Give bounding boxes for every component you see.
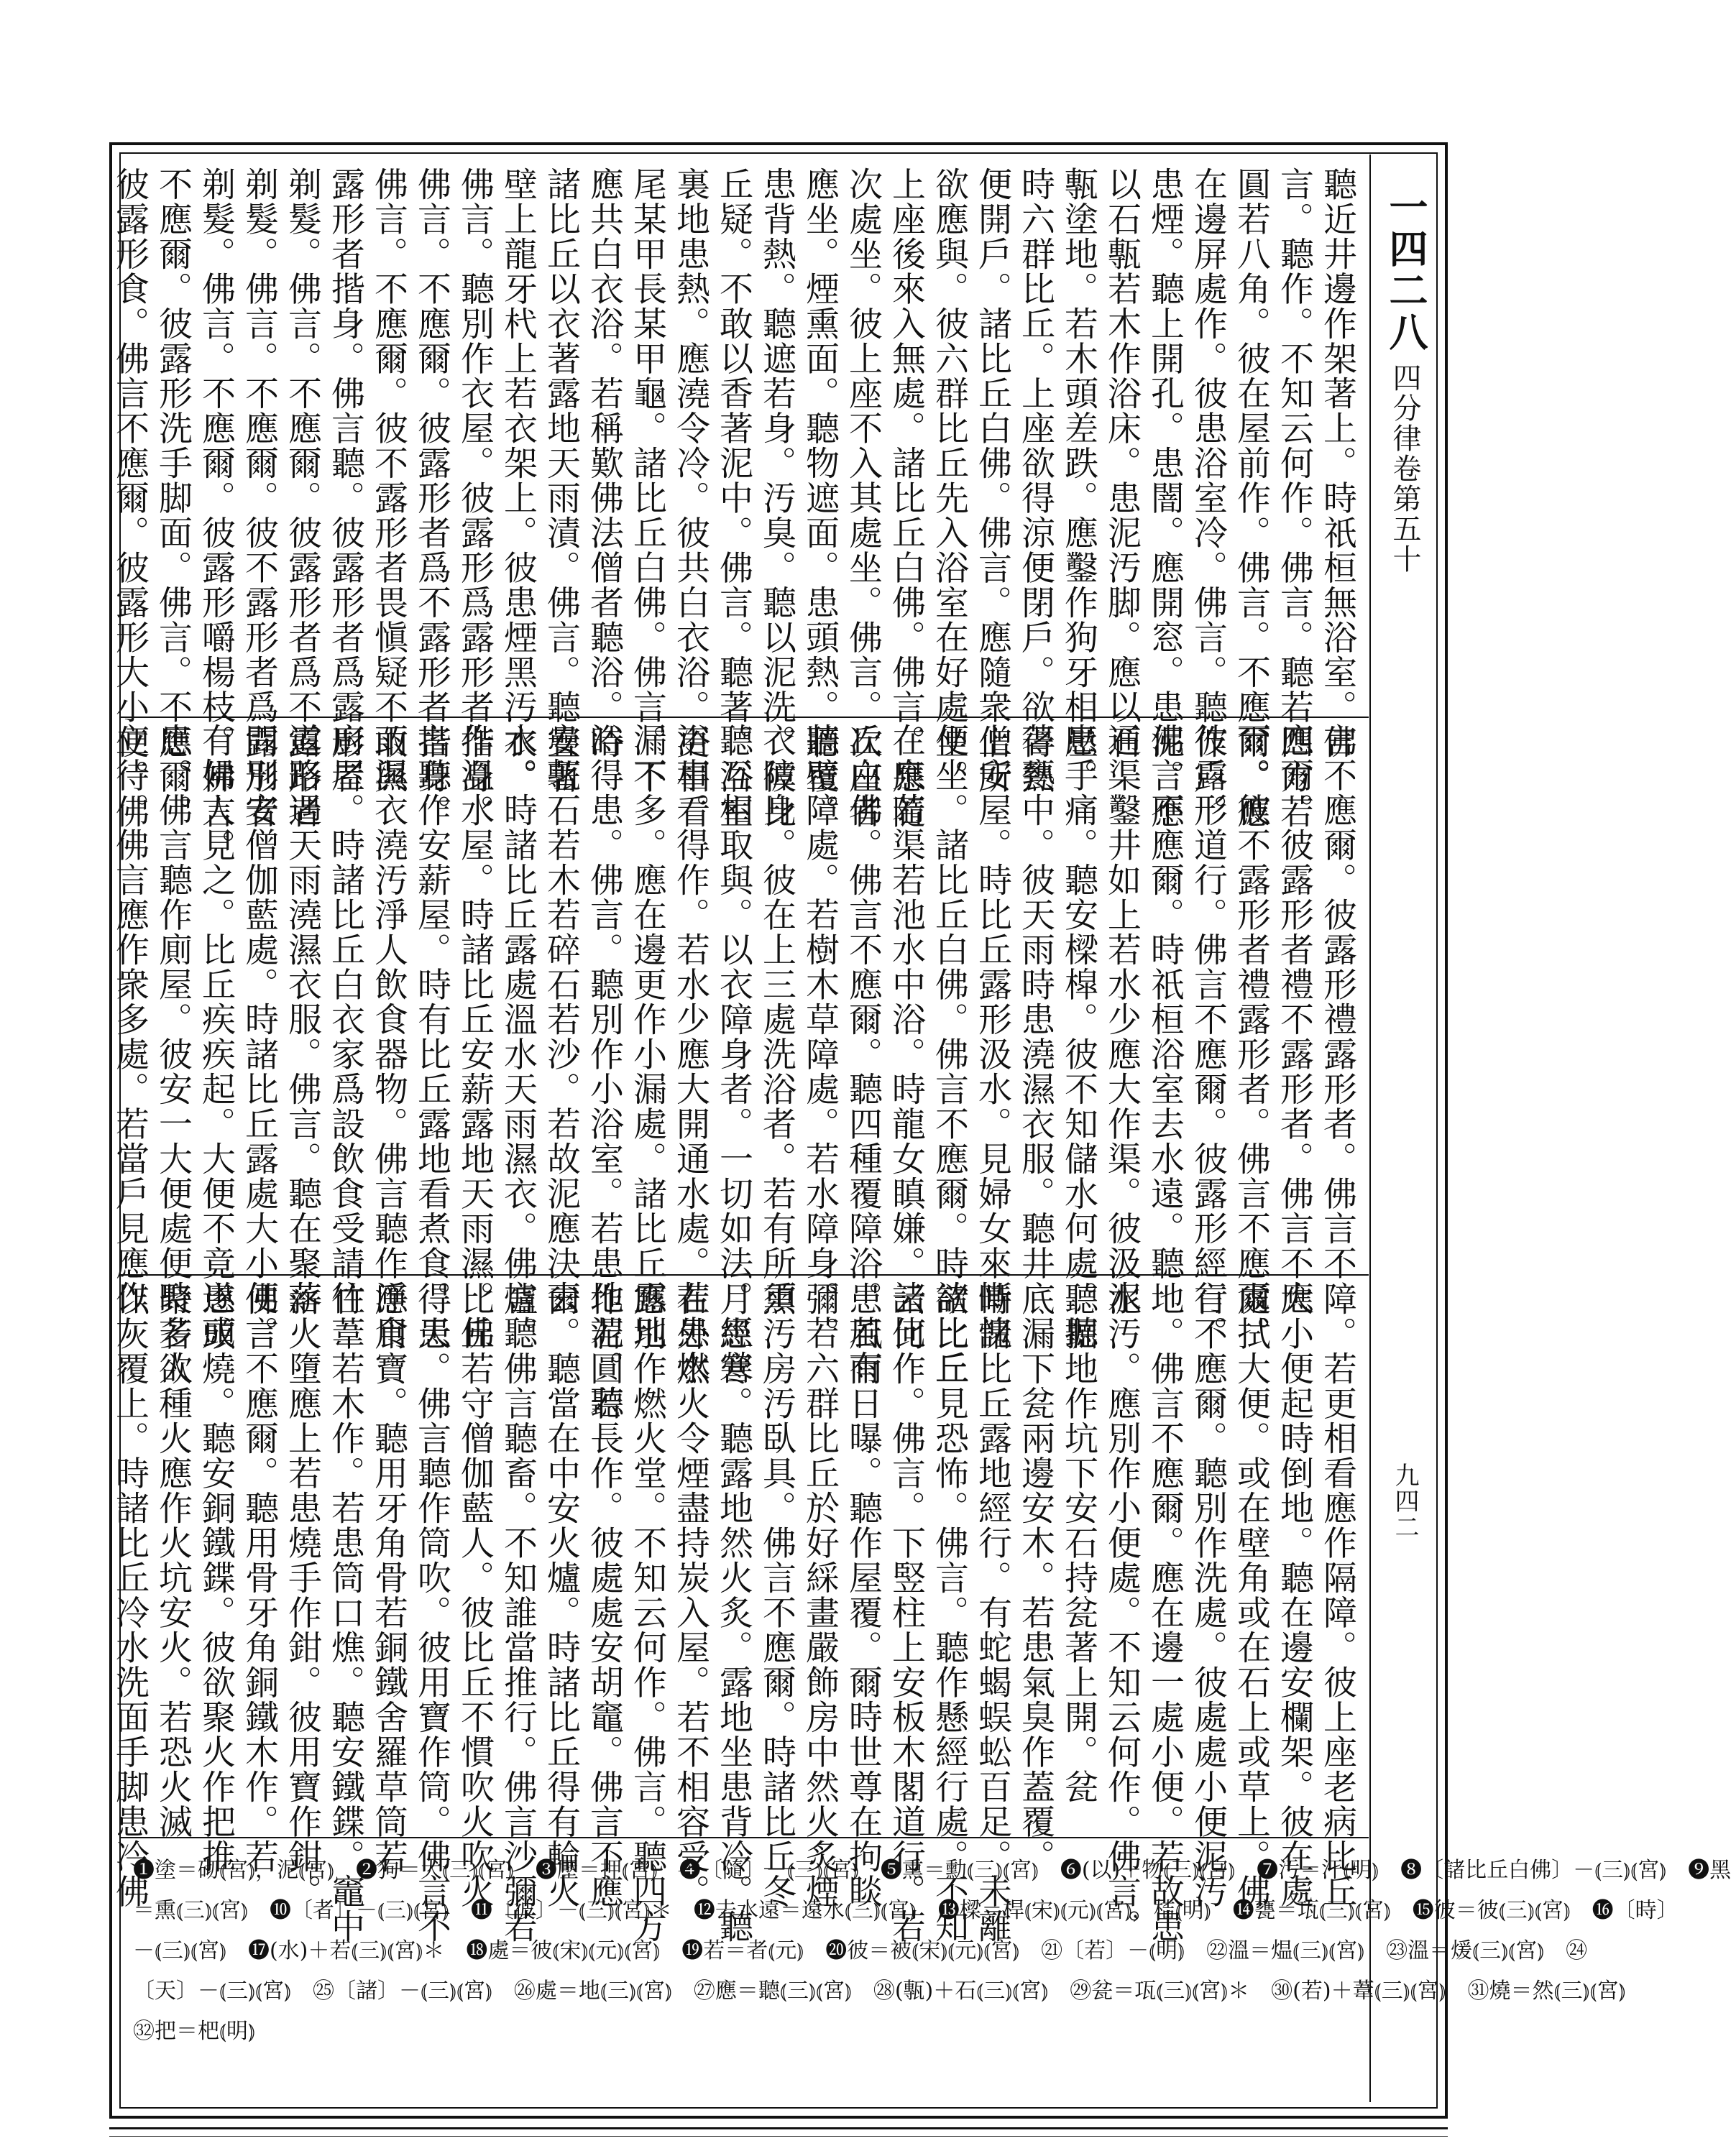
text-column: 丘白佛。佛言不應爾。聽四種覆障浴。若有 — [843, 723, 883, 1386]
text-column: 在邊屏處作。彼患浴室冷。佛言。聽作戶。 — [1188, 167, 1228, 829]
text-column: 佛言。不應爾。彼露形者爲不露形者揩身。 — [412, 167, 451, 829]
text-column: 裏地患熱。應澆令冷。彼共白衣浴。更相看 — [671, 167, 710, 829]
text-column: 作溫水屋。時諸比丘安薪露地天雨濕。佛 — [455, 723, 495, 1350]
register-divider — [121, 1274, 1369, 1276]
text-column: 牆壁障處。若樹木草障處。若水障身。若 — [800, 723, 840, 1350]
text-column: 患手痛。聽安樑槹。彼不知儲水何處。聽 — [1059, 723, 1098, 1350]
text-column: 彼露形道行。佛言不應爾。彼露形經行。 — [1188, 723, 1228, 1350]
text-column: 處拭大便。或在壁角或在石上或草上。佛 — [1231, 1281, 1271, 1909]
note-line: ＝熏⦅三⦆⦅宮⦆ ❿〔者〕－⦅三⦆⦅宮⦆ ⓫〔彼〕－⦅三⦆⦅宮⦆＊ ⓬去水遠＝遠水⦅三⦆⦅宮⦆ ⓭樑＝桿⦅宋⦆⦅元⦆⦅宮⦆，桔⦅明⦆ ⓮甕＝瓨⦅三⦆⦅宮⦆ ⓯彼＝彼⦅三⦆⦅宮⦆ ⓰〔時〕 — [133, 1898, 1679, 1923]
text-column: 熏汚房汚臥具。佛言不應爾。時諸比丘冬 — [757, 1281, 796, 1909]
text-column: 以石甎若木作浴床。患泥汚脚。應以石 — [1102, 167, 1142, 760]
text-column: 言不應爾。彼露形禮露形者。佛言不 — [1318, 723, 1357, 1281]
text-column: 泥汚。應別作小便處。不知云何作。佛言。 — [1102, 1281, 1142, 1944]
text-column: 比丘若守僧伽藍人。彼比丘不慣吹火吹火 — [455, 1281, 495, 1909]
text-column: 有婦人見之。比丘疾疾起。大便不竟遂成 — [196, 723, 236, 1350]
note-line: －⦅三⦆⦅宮⦆ ⓱(水)＋若⦅三⦆⦅宮⦆＊ ⓲處＝彼⦅宋⦆⦅元⦆⦅宮⦆ ⓳若＝者⦅元⦆ ⓴彼＝被⦅宋⦆⦅元⦆⦅宮⦆ ㉑〔若〕－⦅明⦆ ㉒溫＝煴⦅三⦆⦅宮⦆ ㉓溫＝煖⦅三⦆⦅宮⦆ ㉔ — [133, 1938, 1588, 1963]
text-column: 應爾。彼露形者禮不露形者。佛言不應 — [1275, 723, 1314, 1316]
text-column: 便坐。諸比丘白佛。佛言不應爾。時諸比丘 — [929, 723, 969, 1386]
register-divider — [121, 717, 1369, 718]
text-column: 底漏下瓫兩邊安木。若患氣臭作蓋覆。 — [1016, 1281, 1055, 1874]
text-column: 爐。佛言聽畜。不知誰當推行。佛言沙彌若 — [498, 1281, 538, 1944]
text-column: 佛言不應爾。聽用骨牙角銅鐵木作。若 — [239, 1281, 279, 1874]
text-column: 圓若八角。彼在屋前作。佛言。不應爾。應 — [1231, 167, 1271, 829]
text-column: 彌。六群比丘於好綵畫嚴飾房中然火炙煙 — [800, 1281, 840, 1909]
text-column: 佛言。不應爾。彼不露形者畏愼疑不敢與 — [369, 167, 408, 794]
text-column: 爾。彼不露形者禮露形者。佛言不應爾。 — [1231, 723, 1271, 1350]
text-column: 佛言。聽別作衣屋。彼露形爲露形者揩身。 — [455, 167, 495, 829]
text-column: 患風雨日曝。聽作屋覆。爾時世尊在拘睒 — [843, 1281, 883, 1909]
text-column: 剃髮。佛言。不應爾。彼不露形者爲露形者 — [239, 167, 279, 829]
text-column: 竹葦若木作。若患筒口燋。聽安鐵鍱。竈中 — [326, 1281, 365, 1944]
text-column: 便開戶。諸比丘白佛。佛言。應隨衆僧所 — [973, 167, 1012, 794]
text-column: 患頭燒。聽安銅鐵鍱。彼欲聚火作把推 — [196, 1281, 236, 1874]
text-column: 應用寶。聽用牙角骨若銅鐵舍羅草筒若 — [369, 1281, 408, 1874]
text-column: 尾某甲長某甲龜。諸比丘白佛。佛言。不 — [628, 167, 667, 794]
text-column: 在外燃火令煙盡持炭入屋。若不相容受。 — [671, 1281, 710, 1909]
text-column: 水。時諸比丘露處溫水天雨濕衣。佛言聽 — [498, 723, 538, 1350]
note-line: 〔天〕－⦅三⦆⦅宮⦆ ㉕〔諸〕－⦅三⦆⦅宮⦆ ㉖處＝地⦅三⦆⦅宮⦆ ㉗應＝聽⦅三⦆⦅宮⦆ ㉘(甎)＋石⦅三⦆⦅宮⦆ ㉙瓫＝瓨⦅三⦆⦅宮⦆＊ ㉚(若)＋葦⦅三⦆⦅宮⦆ ㉛燒＝然⦅三⦆⦅宮⦆ — [133, 1978, 1626, 2004]
text-column: 聚若欲種火應作火坑安火。若恐火滅 — [153, 1281, 193, 1839]
note-line: ❶塗＝砌⦅宮⦆，泥⦅宮⦆ ❷狗＝犬⦅三⦆⦅宮⦆ ❸壓＝押⦅宮⦆ ❹〔隨〕－⦅三⦆⦅宮⦆ ❺熏＝勳⦅三⦆⦅宮⦆ ❻(以)＋物⦅三⦆⦅宮⦆ ❼汚＝汗⦅明⦆ ❽〔諸比丘白佛〕－⦅三⦆⦅宮⦆ ❾黑 — [133, 1858, 1731, 1883]
text-column: 甎塗地。若木頭差跌。應鑿作狗牙相壓。 — [1059, 167, 1098, 794]
collation-notes — [133, 1851, 1731, 2099]
text-column: 衣障身。彼在上三處洗浴者。若有所須 — [757, 723, 796, 1316]
text-column: 障。若更相看應作隔障。彼上座老病比丘 — [1318, 1281, 1357, 1909]
text-column: 爾。聽當在中安火爐。時諸比丘得有輪火 — [541, 1281, 581, 1909]
chapter-title: 四分律卷第五十 — [1388, 363, 1421, 574]
text-column: 作若圓若長作。彼處處安胡竈。佛言不應 — [584, 1281, 624, 1909]
text-column: 彼露形食。佛言不應爾。彼露形大小便。佛 — [110, 167, 150, 829]
text-column: 欲比丘見恐怖。佛言。聽作懸經行處。不知 — [929, 1281, 969, 1944]
folio-number: 九四二 — [1390, 1462, 1419, 1540]
register-divider — [121, 1837, 1369, 1838]
text-column: 道路遇天雨澆濕衣服。佛言。聽在聚落 — [283, 723, 322, 1316]
text-column: 欲應與。彼六群比丘先入浴室在好處坐。 — [929, 167, 969, 794]
text-column: 浴得患。佛言。聽別作小浴室。若患地泥。聽 — [584, 723, 624, 1420]
text-column: 露形者揩身。佛言聽。彼露形者爲露形者 — [326, 167, 365, 794]
text-column: 言。聽作。不知云何作。佛言。聽若四方若 — [1275, 167, 1314, 829]
text-column: 著甕中。彼天雨時患澆濕衣服。聽井 — [1016, 723, 1055, 1281]
footer-rule-thin — [109, 2136, 1448, 2137]
text-column: 間別安僧伽藍處。時諸比丘露處大小便。 — [239, 723, 279, 1350]
text-column: 丘疑。不敢以香著泥中。佛言。聽著。浴室 — [714, 167, 753, 829]
text-column: 廚屋。時諸比丘白衣家爲設飲食受請往 — [326, 723, 365, 1316]
footer-rule — [109, 2127, 1448, 2129]
text-column: 患。佛言聽作廁屋。彼安一大便處便時多人 — [153, 723, 193, 1386]
text-column: 時六群比丘。上座欲得涼便閉戶。欲得熱 — [1016, 167, 1055, 794]
text-register-1 — [110, 167, 1359, 864]
text-column: 聽互相取與。以衣障身者。一切如法。經營 — [714, 723, 753, 1386]
text-column: 漏下多。應在邊更作小漏處。諸比丘露地 — [628, 723, 667, 1350]
text-column: 通渠鑿井如上若水少應大作渠。彼汲水 — [1102, 723, 1142, 1316]
text-column: 剃髮。佛言。不應爾。彼露形嚼楊枝。佛言。 — [196, 167, 236, 864]
text-column: 言聽作安薪屋。時有比丘露地看煮食。天 — [412, 723, 451, 1350]
text-column: 佛言不應爾。時祇桓浴室去水遠。聽 — [1145, 723, 1185, 1281]
note-line: ㉜把＝杷⦅明⦆ — [133, 2019, 255, 2044]
text-column: 以灰覆上。時諸比丘冷水洗面手脚患冷佛 — [110, 1281, 150, 1909]
text-column: 云何作。佛言。下竪柱上安板木閣道行。若 — [886, 1281, 926, 1944]
text-column: 安甎石若木若碎石若沙。若故泥應決去 — [541, 723, 581, 1316]
text-column: 上座後來入無處。諸比丘白佛。佛言。應隨 — [886, 167, 926, 829]
text-column: 浴事。得作。若水少應大開通水處。若患水 — [671, 723, 710, 1386]
text-register-2 — [110, 723, 1359, 1420]
text-column: 次處坐。彼上座不入其處坐。佛言。次座者 — [843, 167, 883, 829]
text-column: 月患寒。聽露地然火炙。露地坐患背冷。聽 — [714, 1281, 753, 1944]
text-column: 患背熱。聽遮若身。汚臭。聽以泥洗。彼比 — [757, 167, 796, 829]
text-column: 剃髮。佛言。不應爾。彼露形者爲不露形者 — [283, 167, 322, 829]
text-column: 聽掘地作坑下安石持瓫著上開。瓫 — [1059, 1281, 1098, 1805]
text-column: 患煙。聽上開孔。患闇。應開窓。患泥。應 — [1145, 167, 1185, 829]
text-column: 在泉若渠若池水中浴。時龍女瞋嫌。諸比 — [886, 723, 926, 1350]
text-column: 應別作燃火堂。不知云何作。佛言。聽四方 — [628, 1281, 667, 1944]
text-column: 薪火墮應上若患燒手作鉗。彼用寶作鉗。 — [283, 1281, 322, 1909]
text-column: 不應爾。彼露形洗手脚面。佛言。不應爾。 — [153, 167, 193, 829]
text-column: 地。佛言不應爾。應在邊一處小便。若故患 — [1145, 1281, 1185, 1944]
text-column: 時諸比丘露地經行。有蛇蝎蜈蚣百足。未離 — [973, 1281, 1012, 1944]
text-column: 大小便起時倒地。聽在邊安欄架。彼在處 — [1275, 1281, 1314, 1909]
text-column: 言不應爾。聽別作洗處。彼處處小便泥汚 — [1188, 1281, 1228, 1909]
text-column: 立待。佛言應作衆多處。若當戶見應作 — [110, 723, 150, 1316]
text-column: 得患。佛言聽作筒吹。彼用寶作筒。佛言不 — [412, 1281, 451, 1944]
text-column: 壁上龍牙杙上若衣架上。彼患煙黑汚衣。 — [498, 167, 538, 794]
text-column: 應坐。煙熏面。聽物遮面。患頭熱。聽覆。 — [800, 167, 840, 829]
text-column: 上安屋。時比丘露形汲水。見婦女來慚愧 — [973, 723, 1012, 1350]
text-column: 諸比丘以衣著露地天雨漬。佛言。聽疊著 — [541, 167, 581, 794]
text-column: 雨濕衣澆汚淨人飲食器物。佛言聽作淨食 — [369, 723, 408, 1350]
text-column: 應共白衣浴。若稱歎佛法僧者聽浴。時 — [584, 167, 624, 760]
text-column: 聽近井邊作架著上。時祇桓無浴室。佛 — [1318, 167, 1357, 760]
page-number: 一四二八 — [1383, 187, 1429, 354]
